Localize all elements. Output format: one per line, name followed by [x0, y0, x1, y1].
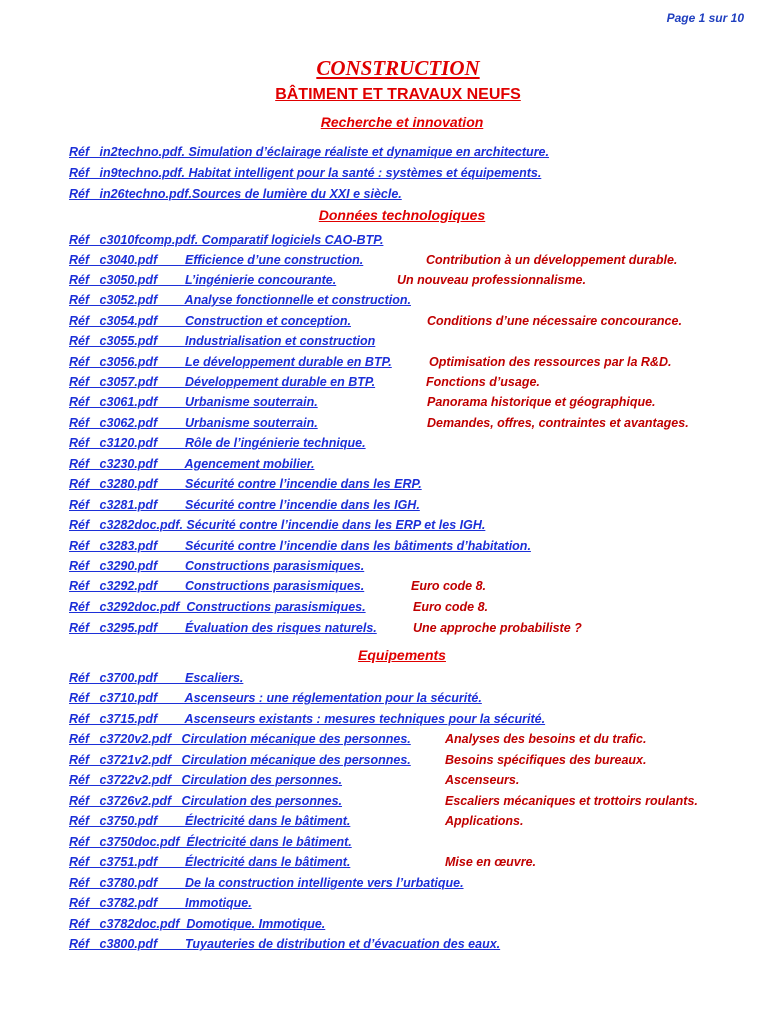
reference-row [69, 670, 759, 690]
reference-link[interactable]: Réf c3061.pdf Urbanisme souterrain. [69, 395, 318, 409]
reference-row [69, 292, 759, 312]
reference-link[interactable]: Réf c3230.pdf Agencement mobilier. [69, 457, 315, 471]
reference-row [69, 772, 759, 792]
reference-row [69, 374, 759, 394]
reference-link[interactable]: Réf c3010fcomp.pdf. Comparatif logiciels CAO-BTP. [69, 233, 384, 247]
reference-note: Contribution à un développement durable. [426, 253, 678, 267]
reference-link[interactable]: Réf in2techno.pdf. Simulation d’éclairage réaliste et dynamique en architecture. [69, 145, 549, 159]
page-number: Page 1 sur 10 [666, 11, 744, 25]
reference-link[interactable]: Réf c3062.pdf Urbanisme souterrain. [69, 416, 318, 430]
reference-note: Une approche probabiliste ? [413, 621, 582, 635]
reference-row [69, 476, 759, 496]
reference-row [69, 394, 759, 414]
reference-note: Ascenseurs. [445, 773, 520, 787]
reference-link[interactable]: Réf c3715.pdf Ascenseurs existants : mesures techniques pour la sécurité. [69, 712, 546, 726]
reference-row [69, 252, 759, 272]
reference-link[interactable]: Réf c3050.pdf L’ingénierie concourante. [69, 273, 337, 287]
reference-row [69, 875, 759, 895]
reference-row [69, 599, 759, 619]
reference-note: Euro code 8. [413, 600, 489, 614]
reference-note: Escaliers mécaniques et trottoirs roulants. [445, 794, 698, 808]
reference-link[interactable]: Réf c3722v2.pdf Circulation des personnes. [69, 773, 343, 787]
reference-row [69, 752, 759, 772]
reference-row [69, 232, 759, 252]
reference-row [69, 578, 759, 598]
document-subtitle: BÂTIMENT ET TRAVAUX NEUFS [275, 86, 521, 103]
reference-link[interactable]: Réf c3055.pdf Industrialisation et construction [69, 334, 376, 348]
reference-row [69, 333, 759, 353]
reference-row [69, 813, 759, 833]
reference-row [69, 354, 759, 374]
reference-link[interactable]: Réf c3283.pdf Sécurité contre l’incendie dans les bâtiments d’habitation. [69, 539, 531, 553]
reference-link[interactable]: Réf c3780.pdf De la construction intelligente vers l’urbatique. [69, 876, 464, 890]
reference-link[interactable]: Réf c3750.pdf Électricité dans le bâtiment. [69, 814, 351, 828]
reference-link[interactable]: Réf c3710.pdf Ascenseurs : une réglementation pour la sécurité. [69, 691, 482, 705]
reference-row [69, 435, 759, 455]
reference-row [69, 620, 759, 640]
reference-note: Optimisation des ressources par la R&D. [429, 355, 672, 369]
reference-row [69, 456, 759, 476]
section-title: Recherche et innovation [320, 114, 484, 130]
reference-note: Besoins spécifiques des bureaux. [445, 753, 647, 767]
reference-link[interactable]: Réf in26techno.pdf.Sources de lumière du XXI e siècle. [69, 187, 402, 201]
reference-link[interactable]: Réf c3040.pdf Efficience d’une construction. [69, 253, 364, 267]
reference-link[interactable]: Réf c3290.pdf Constructions parasismiques. [69, 559, 365, 573]
reference-link[interactable]: Réf c3720v2.pdf Circulation mécanique des personnes. [69, 732, 411, 746]
reference-link[interactable]: Réf c3280.pdf Sécurité contre l’incendie dans les ERP. [69, 477, 422, 491]
reference-link[interactable]: Réf c3721v2.pdf Circulation mécanique des personnes. [69, 753, 411, 767]
reference-link[interactable]: Réf c3782doc.pdf Domotique. Immotique. [69, 917, 326, 931]
reference-row [69, 272, 759, 292]
reference-note: Applications. [445, 814, 524, 828]
reference-row [69, 415, 759, 435]
reference-link[interactable]: Réf c3056.pdf Le développement durable en BTP. [69, 355, 392, 369]
reference-row [69, 313, 759, 333]
reference-row [69, 916, 759, 936]
reference-link[interactable]: Réf c3120.pdf Rôle de l’ingénierie technique. [69, 436, 366, 450]
reference-row [69, 517, 759, 537]
reference-row [69, 538, 759, 558]
reference-row [69, 793, 759, 813]
reference-row [69, 144, 759, 164]
reference-link[interactable]: Réf c3782.pdf Immotique. [69, 896, 252, 910]
reference-note: Fonctions d’usage. [426, 375, 540, 389]
reference-link[interactable]: Réf c3292.pdf Constructions parasismiques. [69, 579, 365, 593]
reference-row [69, 165, 759, 185]
reference-note: Panorama historique et géographique. [427, 395, 656, 409]
reference-link[interactable]: Réf c3726v2.pdf Circulation des personnes. [69, 794, 343, 808]
reference-link[interactable]: Réf c3751.pdf Électricité dans le bâtiment. [69, 855, 351, 869]
reference-link[interactable]: Réf c3054.pdf Construction et conception. [69, 314, 351, 328]
reference-note: Analyses des besoins et du trafic. [445, 732, 647, 746]
reference-link[interactable]: Réf in9techno.pdf. Habitat intelligent pour la santé : systèmes et équipements. [69, 166, 542, 180]
section-title: Données technologiques [318, 207, 486, 223]
reference-note: Un nouveau professionnalisme. [397, 273, 586, 287]
reference-note: Demandes, offres, contraintes et avantages. [427, 416, 689, 430]
reference-row [69, 558, 759, 578]
document-title: CONSTRUCTION [316, 56, 480, 80]
reference-link[interactable]: Réf c3281.pdf Sécurité contre l’incendie dans les IGH. [69, 498, 420, 512]
reference-row [69, 936, 759, 956]
reference-link[interactable]: Réf c3052.pdf Analyse fonctionnelle et construction. [69, 293, 411, 307]
reference-note: Conditions d’une nécessaire concourance. [427, 314, 682, 328]
reference-row [69, 854, 759, 874]
reference-row [69, 497, 759, 517]
reference-link[interactable]: Réf c3282doc.pdf. Sécurité contre l’incendie dans les ERP et les IGH. [69, 518, 486, 532]
section-title: Equipements [358, 647, 446, 663]
reference-row [69, 186, 759, 206]
reference-row [69, 731, 759, 751]
reference-link[interactable]: Réf c3292doc.pdf Constructions parasismiques. [69, 600, 366, 614]
reference-row [69, 895, 759, 915]
reference-note: Euro code 8. [411, 579, 487, 593]
reference-link[interactable]: Réf c3750doc.pdf Électricité dans le bâtiment. [69, 835, 352, 849]
reference-link[interactable]: Réf c3057.pdf Développement durable en BTP. [69, 375, 376, 389]
reference-link[interactable]: Réf c3295.pdf Évaluation des risques naturels. [69, 621, 377, 635]
reference-link[interactable]: Réf c3700.pdf Escaliers. [69, 671, 244, 685]
reference-link[interactable]: Réf c3800.pdf Tuyauteries de distribution et d’évacuation des eaux. [69, 937, 501, 951]
reference-row [69, 690, 759, 710]
reference-row [69, 711, 759, 731]
reference-row [69, 834, 759, 854]
reference-note: Mise en œuvre. [445, 855, 536, 869]
